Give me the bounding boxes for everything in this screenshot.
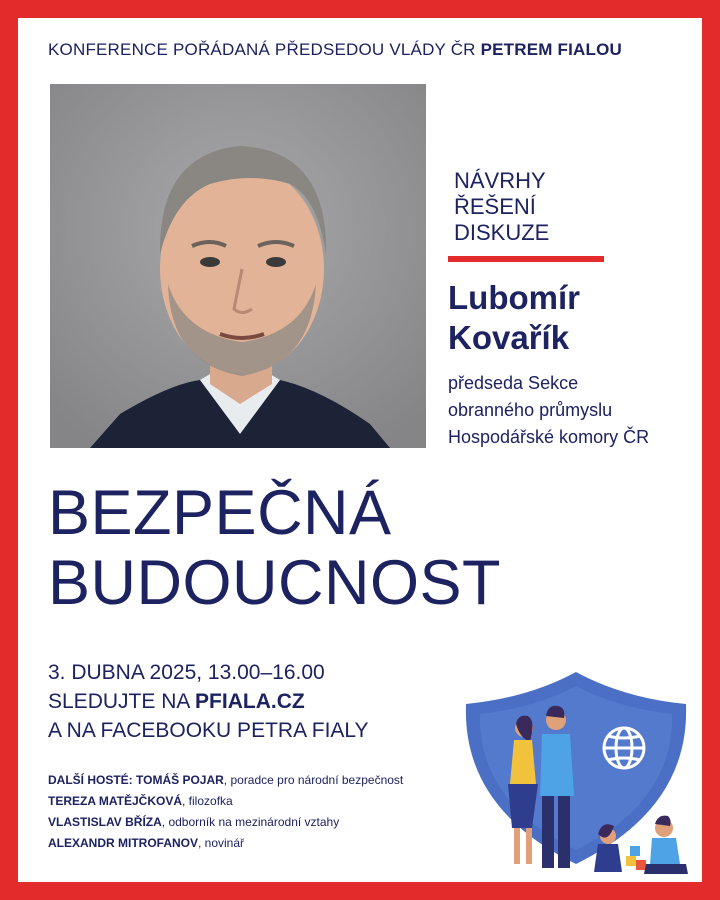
watch-prefix: SLEDUJTE NA [48, 690, 196, 713]
guest-name: VLASTISLAV BŘÍZA [48, 815, 162, 829]
shield-family-illustration [458, 668, 698, 880]
guest-role: , poradce pro národní bezpečnost [223, 773, 404, 787]
title-line-1: BEZPEČNÁ [48, 478, 392, 548]
guest-name: ALEXANDR MITROFANOV [48, 836, 198, 850]
event-watch-line [48, 687, 369, 716]
guest-item [48, 770, 403, 791]
topic-item: NÁVRHY [454, 168, 546, 193]
speaker-first-name: Lubomír [448, 279, 580, 316]
speaker-photo [50, 84, 426, 448]
speaker-role [448, 370, 698, 451]
conference-title [48, 478, 501, 618]
topic-item: ŘEŠENÍ [454, 194, 536, 219]
topic-item: DISKUZE [454, 220, 550, 245]
speaker-role-line: obranného průmyslu [448, 400, 613, 420]
organizer-line [48, 40, 688, 60]
guests-list [48, 770, 403, 854]
speaker-role-line: Hospodářské komory ČR [448, 427, 650, 447]
guest-role: , filozofka [182, 794, 233, 808]
red-divider [448, 256, 604, 262]
guest-item [48, 833, 403, 854]
speaker-name [448, 278, 698, 358]
title-line-2: BUDOUCNOST [48, 548, 502, 618]
guest-role: , odborník na mezinárodní vztahy [161, 815, 340, 829]
event-facebook-line: A NA FACEBOOKU PETRA FIALY [48, 719, 369, 742]
poster-card [18, 18, 702, 882]
guest-item [48, 812, 403, 833]
security-illustration [458, 668, 698, 880]
event-info [48, 658, 369, 745]
topics-list [454, 168, 549, 246]
event-date-time: 3. DUBNA 2025, 13.00–16.00 [48, 661, 325, 684]
guest-role: , novinář [198, 836, 245, 850]
speaker-role-line: předseda Sekce [448, 373, 579, 393]
watch-site-link[interactable]: PFIALA.CZ [195, 690, 305, 713]
organizer-host-name: PETREM FIALOU [480, 40, 623, 59]
speaker-last-name: Kovařík [448, 319, 570, 356]
guest-name: TEREZA MATĚJČKOVÁ [48, 794, 183, 808]
organizer-prefix: KONFERENCE POŘÁDANÁ PŘEDSEDOU VLÁDY ČR [48, 40, 481, 59]
guest-name: DALŠÍ HOSTÉ: TOMÁŠ POJAR [48, 773, 224, 787]
guest-item [48, 791, 403, 812]
portrait-illustration [50, 84, 426, 448]
